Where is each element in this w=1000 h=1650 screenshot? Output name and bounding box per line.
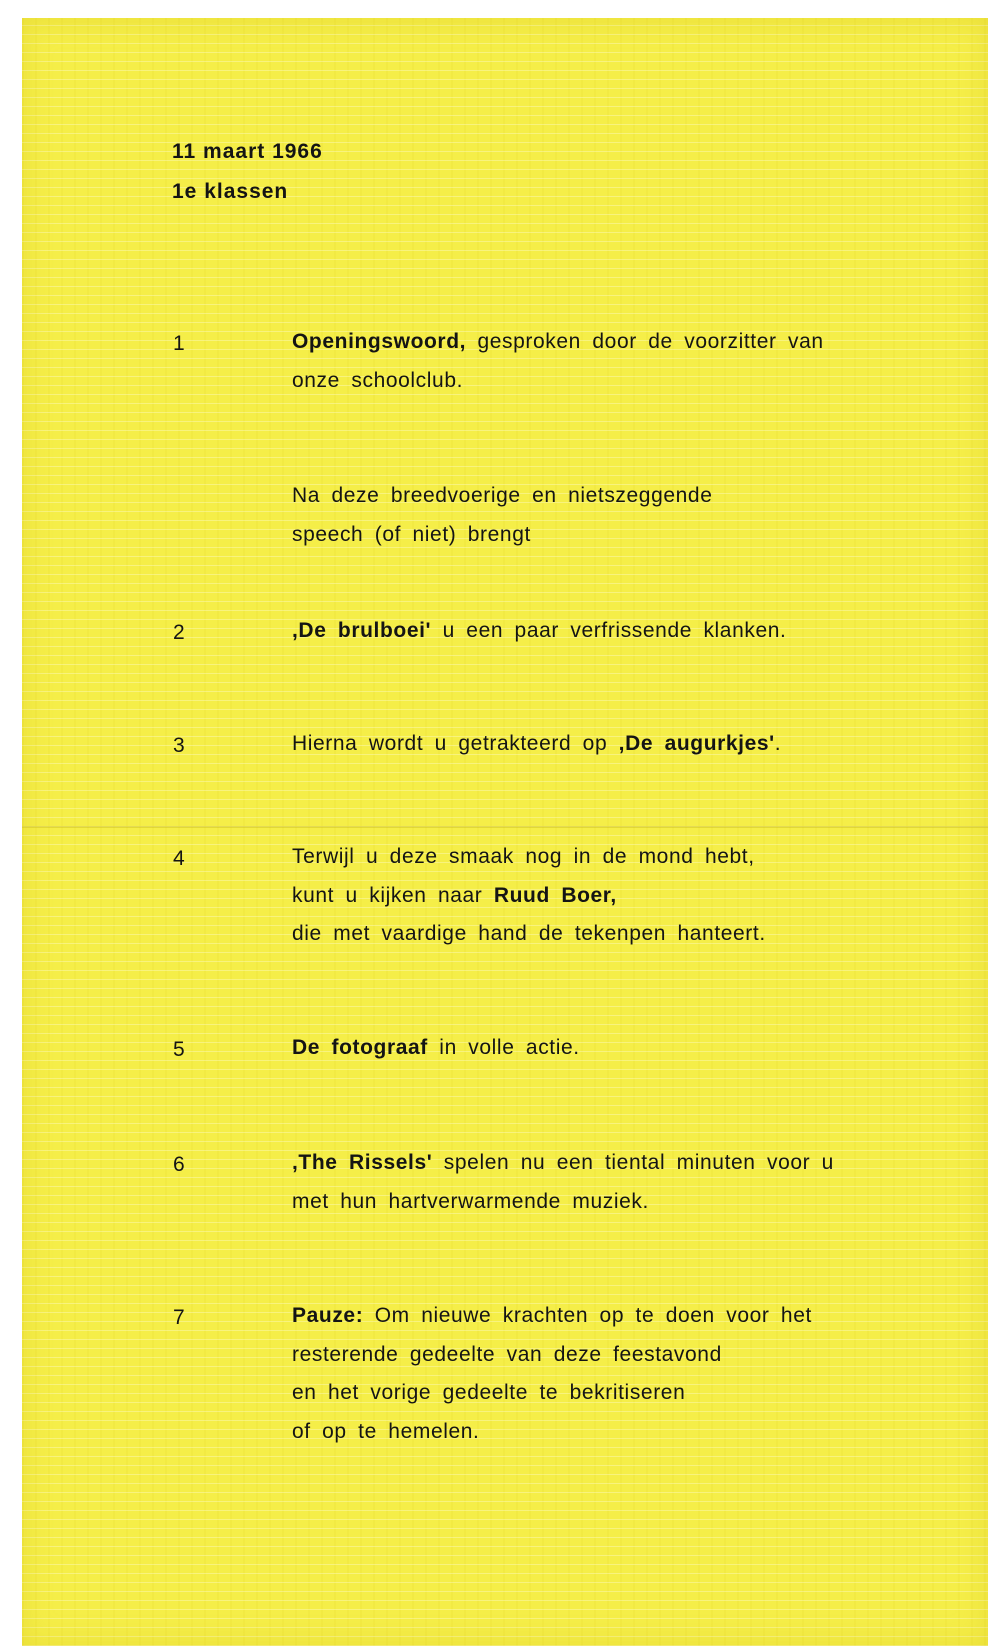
item-3-text: Hierna wordt u getrakteerd op: [292, 732, 619, 755]
item-7-title: Pauze:: [292, 1304, 364, 1327]
interlude-line-2: speech (of niet) brengt: [292, 522, 531, 546]
event-date: 11 maart 1966: [172, 140, 323, 163]
item-4-line-2: [292, 877, 912, 916]
item-6-line-1: [292, 1144, 912, 1183]
item-7-line-1: [292, 1297, 912, 1336]
item-number-6: 6: [173, 1153, 185, 1176]
item-4-line-3: die met vaardige hand de tekenpen hanteert.: [292, 922, 766, 945]
item-2-title: ,De brulboei': [292, 619, 432, 642]
item-6-line-2: met hun hartverwarmende muziek.: [292, 1189, 649, 1213]
fold-crease: [22, 826, 988, 828]
item-7-line-2: resterende gedeelte van deze feestavond: [292, 1342, 722, 1366]
item-3-title: ,De augurkjes': [618, 732, 775, 755]
program-item-2: [292, 612, 912, 651]
interlude-line-1: Na deze breedvoerige en nietszeggende: [292, 484, 713, 507]
item-4-line-1: Terwijl u deze smaak nog in de mond hebt,: [292, 845, 755, 868]
item-2-text: u een paar verfrissende klanken.: [431, 619, 787, 642]
item-1-line-2: onze schoolclub.: [292, 368, 464, 392]
item-2-line-1: [292, 612, 912, 651]
item-6-title: ,The Rissels': [292, 1151, 433, 1174]
item-number-1: 1: [173, 332, 185, 355]
item-6-text: spelen nu een tiental minuten voor u: [432, 1151, 834, 1174]
item-number-5: 5: [173, 1038, 185, 1061]
program-item-3: [292, 725, 912, 764]
item-1-text: gesproken door de voorzitter van: [466, 330, 824, 353]
item-5-text: in volle actie.: [427, 1036, 580, 1059]
item-5-title: De fotograaf: [292, 1036, 428, 1059]
item-3-period: .: [774, 732, 782, 755]
item-number-7: 7: [173, 1306, 185, 1329]
item-7-line-4: of op te hemelen.: [292, 1419, 480, 1443]
item-1-title: Openingswoord,: [292, 330, 467, 353]
interlude-text: [292, 477, 912, 554]
item-number-3: 3: [173, 734, 185, 757]
item-number-2: 2: [173, 621, 185, 644]
item-4-name: Ruud Boer,: [493, 883, 617, 907]
program-item-1: [292, 323, 912, 400]
audience-classes: 1e klassen: [172, 180, 289, 203]
program-item-6: [292, 1144, 912, 1221]
item-7-line-3: en het vorige gedeelte te bekritiseren: [292, 1381, 686, 1404]
item-5-line-1: [292, 1029, 912, 1068]
item-number-4: 4: [173, 847, 185, 870]
item-4-text: kunt u kijken naar: [292, 883, 494, 907]
item-1-line-1: [292, 323, 912, 362]
program-item-4: [292, 838, 912, 954]
item-3-line-1: [292, 725, 912, 764]
item-7-text: Om nieuwe krachten op te doen voor het: [363, 1304, 812, 1327]
program-item-5: [292, 1029, 912, 1068]
program-item-7: [292, 1297, 912, 1451]
